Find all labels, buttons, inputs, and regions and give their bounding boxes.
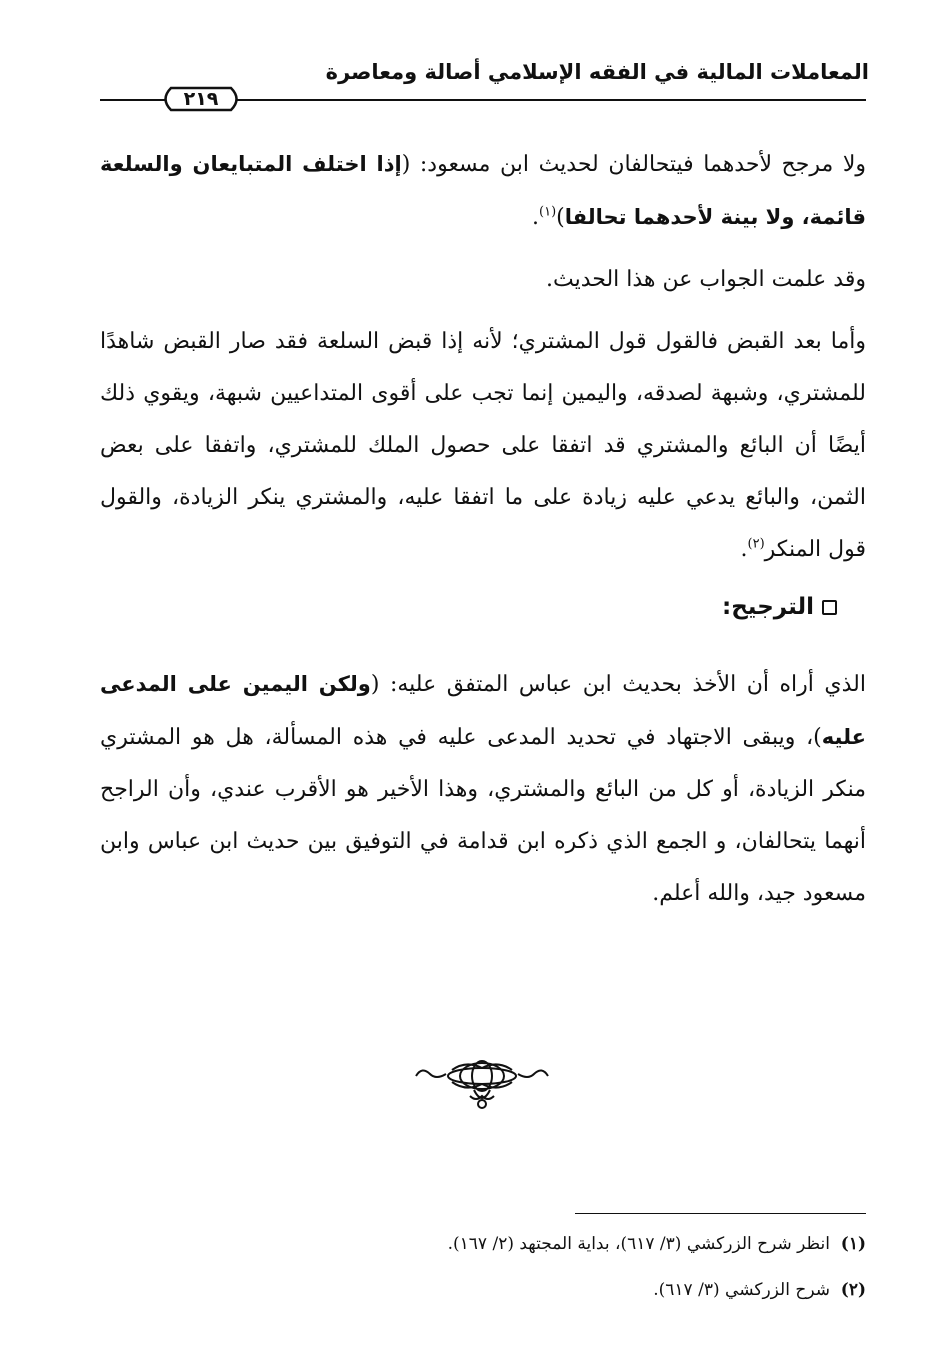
hadith-quote-1: إذا اختلف المتبايعان والسلعة قائمة، ولا بينة لأحدهما تحالفا — [100, 152, 866, 229]
paragraph-3-text: وأما بعد القبض فالقول قول المشتري؛ لأنه إذا قبض السلعة فقد صار القبض شاهدًا للمشتري، وشبهة لصدقه، واليمين إنما تجب على أقوى المتداعيين شبهة، ويقوي ذلك أيضًا أن البائع والمشتري قد اتفقا على حصول الملك للمشتري، واتفقا على بعض الثمن، والبائع يدعي عليه زيادة على ما اتفقا عليه، والمشتري ينكر الزيادة، والقول قول المنكر — [100, 329, 866, 562]
paragraph-1 — [100, 138, 866, 244]
paragraph-4 — [100, 658, 866, 920]
footnote-ref-2[interactable]: (٢) — [747, 536, 765, 552]
paragraph-2: وقد علمت الجواب عن هذا الحديث. — [545, 267, 866, 292]
section-heading — [722, 594, 837, 620]
checkbox-icon — [822, 600, 837, 615]
footnote-rule — [575, 1213, 866, 1214]
section-heading-text: الترجيح: — [722, 594, 814, 620]
footnote-1 — [448, 1234, 866, 1254]
footnote-2 — [653, 1280, 866, 1300]
paragraph-1-end: . — [532, 205, 540, 230]
footnote-2-number: (٢) — [840, 1280, 866, 1300]
page-number: ٢١٩ — [183, 88, 219, 110]
paragraph-3-end: . — [740, 537, 748, 562]
paragraph-1-text: ولا مرجح لأحدهما فيتحالفان لحديث ابن مسعود: ( — [401, 152, 867, 177]
paragraph-4-rest: )، ويبقى الاجتهاد في تحديد المدعى عليه في هذه المسألة، هل هو المشتري منكر الزيادة، أو كل من البائع والمشتري، وهذا الأخير هو الأقرب عندي، وأن الراجح أنهما يتحالفان، و الجمع الذي ذكره ابن قدامة في التوفيق بين حديث ابن عباس وابن مسعود جيد، والله أعلم. — [100, 725, 866, 906]
running-title: المعاملات المالية في الفقه الإسلامي أصالة ومعاصرة — [325, 60, 869, 84]
footnote-1-number: (١) — [840, 1234, 866, 1254]
page-number-frame — [158, 86, 244, 112]
paragraph-1-close: ) — [556, 205, 565, 230]
footnote-2-text: شرح الزركشي (٣/ ٦١٧). — [653, 1280, 830, 1300]
paragraph-4-text: الذي أراه أن الأخذ بحديث ابن عباس المتفق عليه: ( — [370, 672, 867, 697]
hadith-quote-2: ولكن اليمين على المدعى عليه — [100, 672, 866, 749]
ornament-flourish-icon — [412, 1056, 552, 1112]
footnote-1-text: انظر شرح الزركشي (٣/ ٦١٧)، بداية المجتهد (٢/ ١٦٧). — [447, 1234, 830, 1254]
footnote-ref-1[interactable]: (١) — [539, 204, 557, 220]
paragraph-3 — [100, 316, 866, 576]
